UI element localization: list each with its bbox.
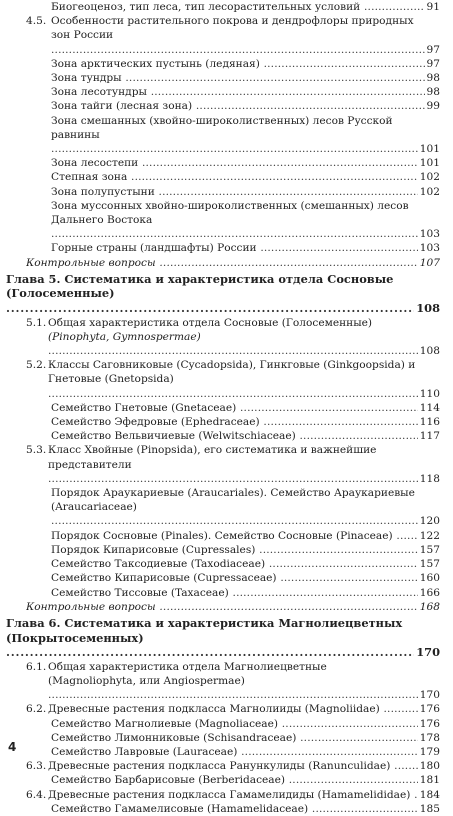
- toc-entry[interactable]: [0, 185, 453, 199]
- toc-entry-title: Семейство Эфедровые (Ephedraceae): [51, 416, 260, 429]
- toc-entry[interactable]: [0, 71, 453, 85]
- toc-entry-title: Зона смешанных (хвойно-широколиственных) лесов Русской равнины: [51, 114, 393, 141]
- toc-entry-review-questions[interactable]: [0, 600, 453, 614]
- toc-section-number: 6.4.: [26, 788, 47, 801]
- toc-page-number: 99: [426, 100, 440, 113]
- toc-entry-title: Семейство Кипарисовые (Cupressaceae): [51, 572, 277, 585]
- toc-entry-title: Зона тундры: [51, 72, 122, 85]
- toc-entry-title: Класс Хвойные (Pinopsida), его систематика и важнейшие представители: [48, 444, 377, 471]
- toc-page-number: 98: [426, 72, 440, 85]
- toc-entry[interactable]: [0, 788, 453, 802]
- toc-entry-title: Семейство Барбарисовые (Berberidaceae): [51, 774, 285, 787]
- toc-entry-title: Древесные растения подкласса Ранункулиды (Ranunculidae): [48, 760, 391, 773]
- toc-page-number: 170: [419, 689, 440, 702]
- toc-entry[interactable]: [0, 702, 453, 716]
- toc-entry[interactable]: [0, 415, 453, 429]
- toc-page-number: 184: [419, 788, 440, 801]
- toc-entry[interactable]: [0, 745, 453, 759]
- toc-section-number: 5.3.: [26, 444, 47, 457]
- toc-entry-title: Общая характеристика отдела Сосновые (Голосеменные): [48, 316, 373, 329]
- toc-entry-title: Семейство Лавровые (Lauraceae): [51, 745, 238, 758]
- toc-entry[interactable]: [0, 57, 453, 71]
- toc-entry-title: Семейство Таксодиевые (Taxodiaceae): [51, 558, 266, 571]
- toc-page-number: 103: [419, 228, 440, 241]
- toc-entry-title: Семейство Вельвичиевые (Welwitschiaceae): [51, 430, 296, 443]
- toc-page-number: 98: [426, 86, 440, 99]
- toc-page-number: 160: [419, 572, 440, 585]
- toc-entry-title: Контрольные вопросы: [26, 256, 156, 269]
- toc-entry[interactable]: [0, 773, 453, 787]
- toc-entry-title: Зона тайги (лесная зона): [51, 100, 193, 113]
- toc-entry-title: Классы Саговниковые (Cycadopsida), Гинкговые (Ginkgoopsida) и Гнетовые (Gnetopsida): [48, 359, 416, 386]
- toc-page-number: 101: [419, 143, 440, 156]
- toc-entry[interactable]: [0, 241, 453, 255]
- toc-page-number: 176: [419, 717, 440, 730]
- toc-section-number: 6.1.: [26, 660, 47, 673]
- toc-entry-title: Семейство Магнолиевые (Magnoliaceae): [51, 717, 278, 730]
- toc-entry[interactable]: [0, 759, 453, 773]
- toc-entry[interactable]: [0, 486, 453, 529]
- toc-page-number: 108: [419, 345, 440, 358]
- toc-entry[interactable]: [0, 429, 453, 443]
- toc-entry[interactable]: [0, 443, 453, 486]
- toc-page-number: 185: [419, 802, 440, 815]
- toc-entry[interactable]: [0, 170, 453, 184]
- toc-chapter-title: Глава 6. Систематика и характеристика Магнолиецветных (Покрытосеменных): [6, 615, 403, 645]
- toc-page-number: 166: [419, 586, 440, 599]
- toc-entry[interactable]: [0, 571, 453, 585]
- toc-section-number: 4.5.: [26, 15, 47, 28]
- toc-page-number: 97: [426, 57, 440, 70]
- toc-section-number: 5.2.: [26, 359, 47, 372]
- toc-entry[interactable]: [0, 529, 453, 543]
- toc-entry[interactable]: [0, 358, 453, 401]
- toc-entry[interactable]: [0, 114, 453, 157]
- toc-entry[interactable]: [0, 0, 453, 14]
- toc-entry[interactable]: [0, 717, 453, 731]
- toc-entry-title: Семейство Лимонниковые (Schisandraceae): [51, 731, 297, 744]
- toc-page-number: 114: [419, 401, 440, 414]
- toc-entry[interactable]: [0, 660, 453, 703]
- toc-entry-title: Зона полупустыни: [51, 185, 155, 198]
- toc-page-number: 110: [419, 387, 440, 400]
- toc-entry-title: Особенности растительного покрова и дендрофлоры природных зон России: [51, 15, 414, 42]
- toc-entry-title: Древесные растения подкласса Магнолииды (Magnoliidae): [48, 703, 380, 716]
- toc-entry[interactable]: [0, 156, 453, 170]
- toc-section-number: 6.3.: [26, 760, 47, 773]
- toc-section-number: 6.2.: [26, 703, 47, 716]
- toc-page-number: 102: [419, 185, 440, 198]
- toc-chapter[interactable]: [0, 272, 453, 316]
- toc-entry-title: Степная зона: [51, 171, 128, 184]
- toc-entry-title: Зона муссонных хвойно-широколиственных (смешанных) лесов Дальнего Востока: [51, 199, 409, 227]
- toc-page-number: 108: [416, 301, 440, 316]
- toc-entry-title: Порядок Сосновые (Pinales). Семейство Сосновые (Pinaceae): [51, 529, 393, 542]
- toc-page-number: 176: [419, 703, 440, 716]
- toc-entry[interactable]: [0, 14, 453, 57]
- toc-page-number: 102: [419, 171, 440, 184]
- toc-page-number: 116: [419, 416, 440, 429]
- toc-entry-title: Порядок Араукариевые (Araucariales). Семейство Араукариевые (Araucariaceae): [51, 487, 415, 514]
- toc-entry-latin: (Pinophyta, Gymnospermae): [48, 330, 201, 343]
- toc-page-number: 157: [419, 543, 440, 556]
- toc-entry-title: Древесные растения подкласса Гамамелидиды (Hamamelididae): [48, 788, 411, 801]
- toc-chapter-title: Глава 5. Систематика и характеристика отдела Сосновые (Голосеменные): [6, 271, 394, 301]
- toc-page-number: 157: [419, 558, 440, 571]
- toc-entry-title: Общая характеристика отдела Магнолиецветные (Magnoliophyta, или Angiospermae): [48, 660, 327, 687]
- toc-entry[interactable]: [0, 85, 453, 99]
- toc-page-number: 170: [416, 645, 440, 660]
- toc-entry[interactable]: [0, 99, 453, 113]
- toc-page-number: 103: [419, 242, 440, 255]
- toc-page-number: 97: [426, 43, 440, 56]
- toc-entry-title: Семейство Гнетовые (Gnetaceae): [51, 401, 237, 414]
- toc-page-number: 181: [419, 774, 440, 787]
- toc-page-number: 91: [426, 1, 440, 13]
- toc-entry-title: Зона лесотундры: [51, 86, 147, 99]
- toc-entry-title: Биогеоценоз, тип леса, тип лесорастительных условий: [51, 1, 361, 13]
- toc-page-number: 120: [419, 515, 440, 528]
- toc-entry-title: Зона лесостепи: [51, 157, 139, 170]
- toc-entry-title: Контрольные вопросы: [26, 600, 156, 613]
- toc-entry[interactable]: [0, 731, 453, 745]
- toc-entry[interactable]: [0, 199, 453, 242]
- toc-page-number: 107: [419, 256, 440, 269]
- toc-page-number: 118: [419, 472, 440, 485]
- toc-entry-title: Горные страны (ландшафты) России: [51, 242, 257, 255]
- toc-entry[interactable]: [0, 543, 453, 557]
- toc-page-number: 101: [419, 157, 440, 170]
- toc-page-number: 179: [419, 745, 440, 758]
- toc-page-number: 122: [419, 529, 440, 542]
- toc-page-number: 168: [419, 600, 440, 613]
- toc-chapter[interactable]: [0, 616, 453, 660]
- toc-page-number: 178: [419, 731, 440, 744]
- page-number: 4: [8, 740, 17, 754]
- toc-entry-title: Порядок Кипарисовые (Cupressales): [51, 543, 256, 556]
- toc-page-number: 117: [419, 430, 440, 443]
- toc-entry-title: Зона арктических пустынь (ледяная): [51, 57, 260, 70]
- toc-page-number: 180: [419, 760, 440, 773]
- toc-section-number: 5.1.: [26, 316, 47, 329]
- toc-entry-review-questions[interactable]: [0, 256, 453, 270]
- toc-entry[interactable]: [0, 586, 453, 600]
- toc-entry[interactable]: [0, 802, 453, 816]
- toc-entry[interactable]: [0, 316, 453, 359]
- toc-entry[interactable]: [0, 401, 453, 415]
- toc-entry[interactable]: [0, 557, 453, 571]
- toc-entry-title: Семейство Гамамелисовые (Hamamelidaceae): [51, 802, 309, 815]
- toc-entry-title: Семейство Тиссовые (Taxaceae): [51, 586, 229, 599]
